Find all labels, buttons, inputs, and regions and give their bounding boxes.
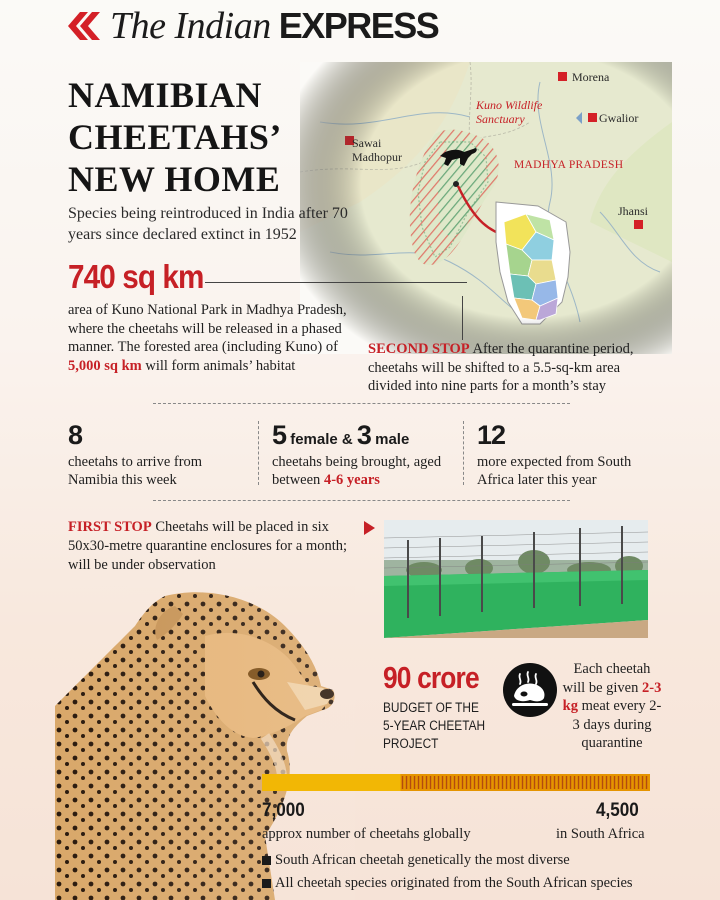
map-label-madhya-pradesh: MADHYA PRADESH (514, 159, 624, 171)
stat-south-africa (477, 420, 667, 489)
stat-divider-2 (463, 421, 464, 485)
population-bar-graphic (262, 774, 650, 791)
first-stop (68, 518, 358, 575)
area-description (68, 301, 348, 375)
meat-icon-graphic (502, 662, 558, 718)
stat-gender-line (272, 420, 452, 451)
stat-male-label: male (370, 431, 410, 448)
area-desc-part2: will form animals’ habitat (141, 357, 296, 374)
stat-divider-1 (258, 421, 259, 485)
masthead-the-indian: The Indian (110, 5, 271, 47)
global-population-label: approx number of cheetahs globally (262, 826, 471, 842)
population-bar (262, 774, 650, 791)
masthead (66, 6, 438, 46)
map-label-jhansi: Jhansi (618, 204, 648, 218)
first-stop-arrow-icon (364, 521, 375, 535)
second-stop (368, 340, 664, 396)
bullet-square-icon (262, 879, 271, 888)
budget-description: BUDGET OF THE 5-YEAR CHEETAH PROJECT (383, 700, 486, 751)
stat-gender-desc: cheetahs being brought, aged between (272, 454, 442, 488)
fact-item (262, 875, 633, 892)
area-value: 740 sq km (68, 258, 204, 295)
map-label-morena: Morena (572, 70, 610, 84)
meat-text-part2: meat every 2-3 days during quarantine (572, 698, 662, 751)
fact-item (262, 852, 570, 869)
meat-allowance (562, 660, 662, 753)
map-label-kuno: Kuno Wildlife Sanctuary (476, 98, 543, 126)
enclosure-photo (384, 520, 648, 638)
meat-amount: 2-3 kg (562, 679, 662, 714)
second-stop-text: After the quarantine period, cheetahs will be shifted to a 5.5-sq-km area divided into nine parts for a month’s stay (368, 341, 634, 394)
stat-female-label: female & (286, 431, 357, 448)
page-title: NAMIBIAN CHEETAHS’ NEW HOME (68, 75, 281, 199)
stat-male-number: 3 (356, 420, 371, 450)
south-africa-population-value: 4,500 (596, 800, 639, 821)
divider-top (153, 403, 570, 404)
meat-icon (502, 662, 558, 718)
enclosure-photo-graphic (384, 520, 648, 638)
stat-south-africa-number: 12 (477, 420, 506, 450)
meat-text-part1: Each cheetah will be given (562, 661, 651, 696)
first-stop-text: Cheetahs will be placed in six 50x30-metre quarantine enclosures for a month; will be under observation (68, 519, 348, 573)
second-stop-heading: SECOND STOP (368, 341, 470, 357)
fact-text: All cheetah species originated from the South African species (275, 875, 633, 891)
stat-namibia-text: cheetahs to arrive from Namibia this week (68, 454, 203, 488)
south-africa-population-label: in South Africa (556, 826, 645, 842)
area-desc-part1: area of Kuno National Park in Madhya Pradesh, where the cheetahs will be released in a phased manner. The forested area (including Kuno) of (68, 302, 347, 355)
map-label-gwalior: Gwalior (599, 111, 639, 125)
budget-value: 90 crore (383, 660, 479, 695)
first-stop-heading: FIRST STOP (68, 519, 152, 535)
stat-namibia-number: 8 (68, 420, 83, 450)
stat-namibia (68, 420, 248, 489)
map-label-sawai-madhopur: Sawai Madhopur (352, 136, 402, 164)
habitat-area: 5,000 sq km (68, 357, 142, 374)
express-logo-icon (66, 8, 106, 44)
second-stop-connector (462, 296, 463, 340)
stat-gender-text (272, 453, 452, 489)
global-population-value: 7,000 (262, 800, 305, 821)
divider-middle (153, 500, 570, 501)
area-pointer-line (205, 282, 467, 283)
stat-age-range: 4-6 years (323, 472, 380, 488)
bullet-square-icon (262, 856, 271, 865)
fact-text: South African cheetah genetically the most diverse (275, 852, 570, 868)
stat-gender (272, 420, 452, 489)
masthead-express: EXPRESS (278, 5, 439, 46)
stat-south-africa-text: more expected from South Africa later this year (477, 454, 632, 488)
page-subtitle: Species being reintroduced in India after 70 years since declared extinct in 1952 (68, 205, 348, 243)
stat-female-number: 5 (272, 420, 287, 450)
